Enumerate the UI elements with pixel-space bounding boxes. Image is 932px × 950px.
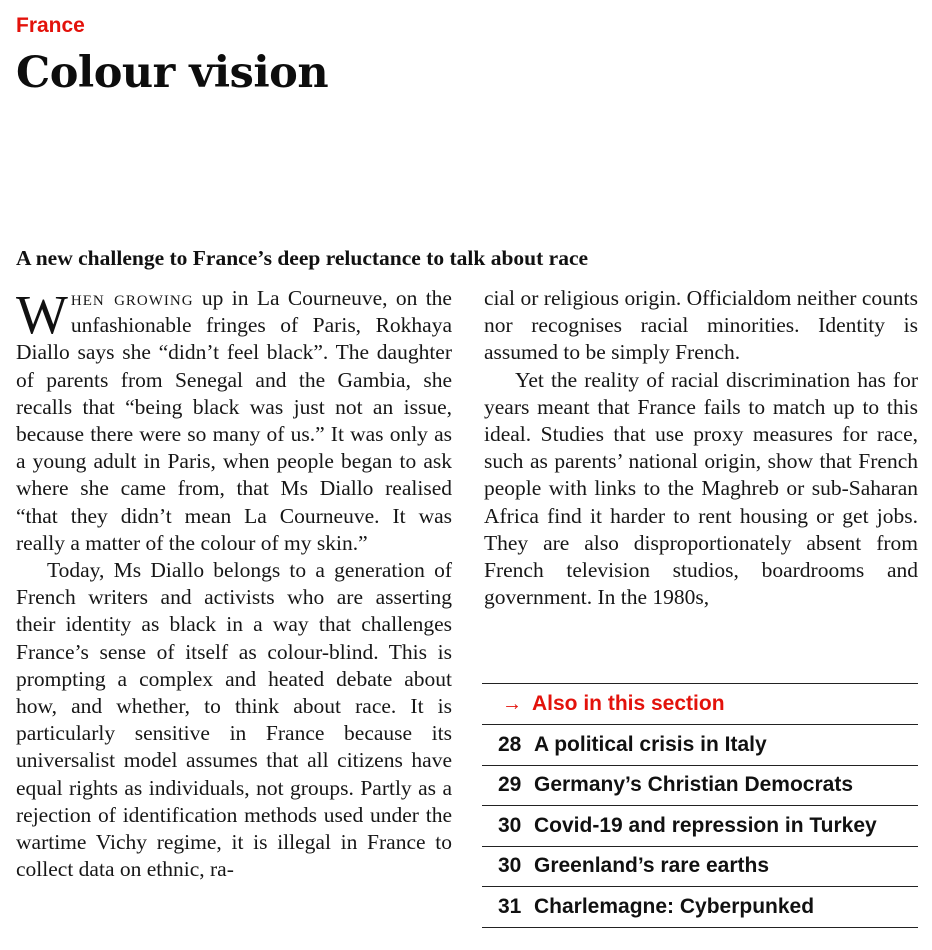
- page-number: 29: [498, 773, 522, 797]
- related-article-title: Charlemagne: Cyberpunked: [534, 894, 815, 918]
- page-number: 31: [498, 894, 522, 918]
- article-column-left: [16, 285, 452, 883]
- related-article-title: Covid-19 and repression in Turkey: [534, 813, 877, 837]
- arrow-right-icon: →: [502, 692, 522, 715]
- also-in-section-box: [482, 683, 918, 928]
- page-number: 30: [498, 854, 522, 878]
- related-article-link[interactable]: [482, 725, 918, 766]
- related-article-link[interactable]: [482, 806, 918, 847]
- related-article-link[interactable]: [482, 847, 918, 888]
- related-article-title: Greenland’s rare earths: [534, 854, 769, 878]
- headline: Colour vision: [16, 48, 329, 98]
- article-paragraph-3: Yet the reality of racial discrimination has for years meant that France fails to match up to this ideal. Studies that use proxy measures for race, such as parents’ national origin, show that French people with links to the Maghreb or sub-Saharan Africa find it harder to rent housing or get jobs. They are also disproportionately absent from French television studios, boardrooms and government. In the 1980s,: [484, 367, 918, 610]
- page-number: 30: [498, 813, 522, 837]
- also-in-section-header: [482, 684, 918, 725]
- drop-cap: W: [16, 284, 68, 345]
- page-number: 28: [498, 732, 522, 756]
- article-paragraph-2: Today, Ms Diallo belongs to a generation of French writers and activists who are asserting their identity as black in a way that challenges France’s sense of itself as colour-blind. This is prompting a complex and heated debate about how, and whether, to think about race. It is particularly sensitive in France because its universalist model assumes that all citizens have equal rights as individuals, not groups. Partly as a rejection of identification methods used under the wartime Vichy regime, it is illegal in France to collect data on ethnic, ra-: [16, 558, 452, 882]
- related-article-title: Germany’s Christian Democrats: [534, 773, 854, 797]
- article-paragraph-1: [16, 285, 452, 557]
- paragraph-1-text: up in La Courneuve, on the unfashionable fringes of Paris, Rokhaya Diallo says she “didn’t feel black”. The daughter of parents from Senegal and the Gambia, she recalls that “being black was just not an issue, because there were so many of us.” It was only as a young adult in Paris, when people began to ask where she came from, that Ms Diallo realised “that they didn’t mean La Courneuve. It was really a matter of the colour of my skin.”: [16, 286, 452, 555]
- related-article-link[interactable]: [482, 887, 918, 928]
- section-label[interactable]: France: [16, 14, 85, 37]
- related-article-link[interactable]: [482, 766, 918, 807]
- standfirst: A new challenge to France’s deep reluctance to talk about race: [16, 246, 589, 270]
- article-paragraph-2-continued: cial or religious origin. Officialdom neither counts nor recognises racial minorities. Identity is assumed to be simply French.: [484, 286, 918, 365]
- lead-in: hen growing: [70, 286, 194, 310]
- related-article-title: A political crisis in Italy: [534, 732, 767, 756]
- article-column-right: [484, 285, 918, 611]
- also-in-section-title: Also in this section: [532, 692, 725, 715]
